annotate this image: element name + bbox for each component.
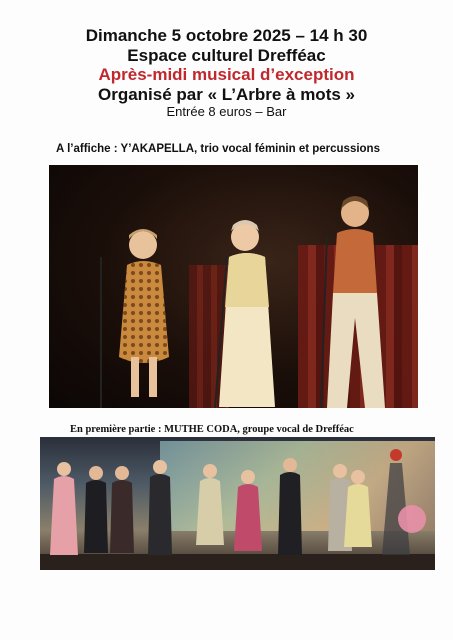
choir-performers-illustration (40, 437, 435, 570)
trio-singers-illustration (49, 165, 418, 408)
event-title: Après-midi musical d’exception (98, 65, 355, 85)
entry-line: Entrée 8 euros – Bar (166, 104, 287, 120)
premiere-caption: En première partie : MUTHE CODA, groupe vocal de Drefféac (70, 424, 354, 435)
trio-photo (49, 165, 418, 408)
poster-header (0, 26, 453, 120)
affiche-caption: A l’affiche : Y’AKAPELLA, trio vocal féminin et percussions (56, 143, 380, 155)
date-line: Dimanche 5 octobre 2025 – 14 h 30 (85, 26, 368, 45)
choir-photo (40, 437, 435, 570)
venue-line: Espace culturel Drefféac (127, 45, 326, 65)
organizer-line: Organisé par « L’Arbre à mots » (98, 84, 355, 104)
